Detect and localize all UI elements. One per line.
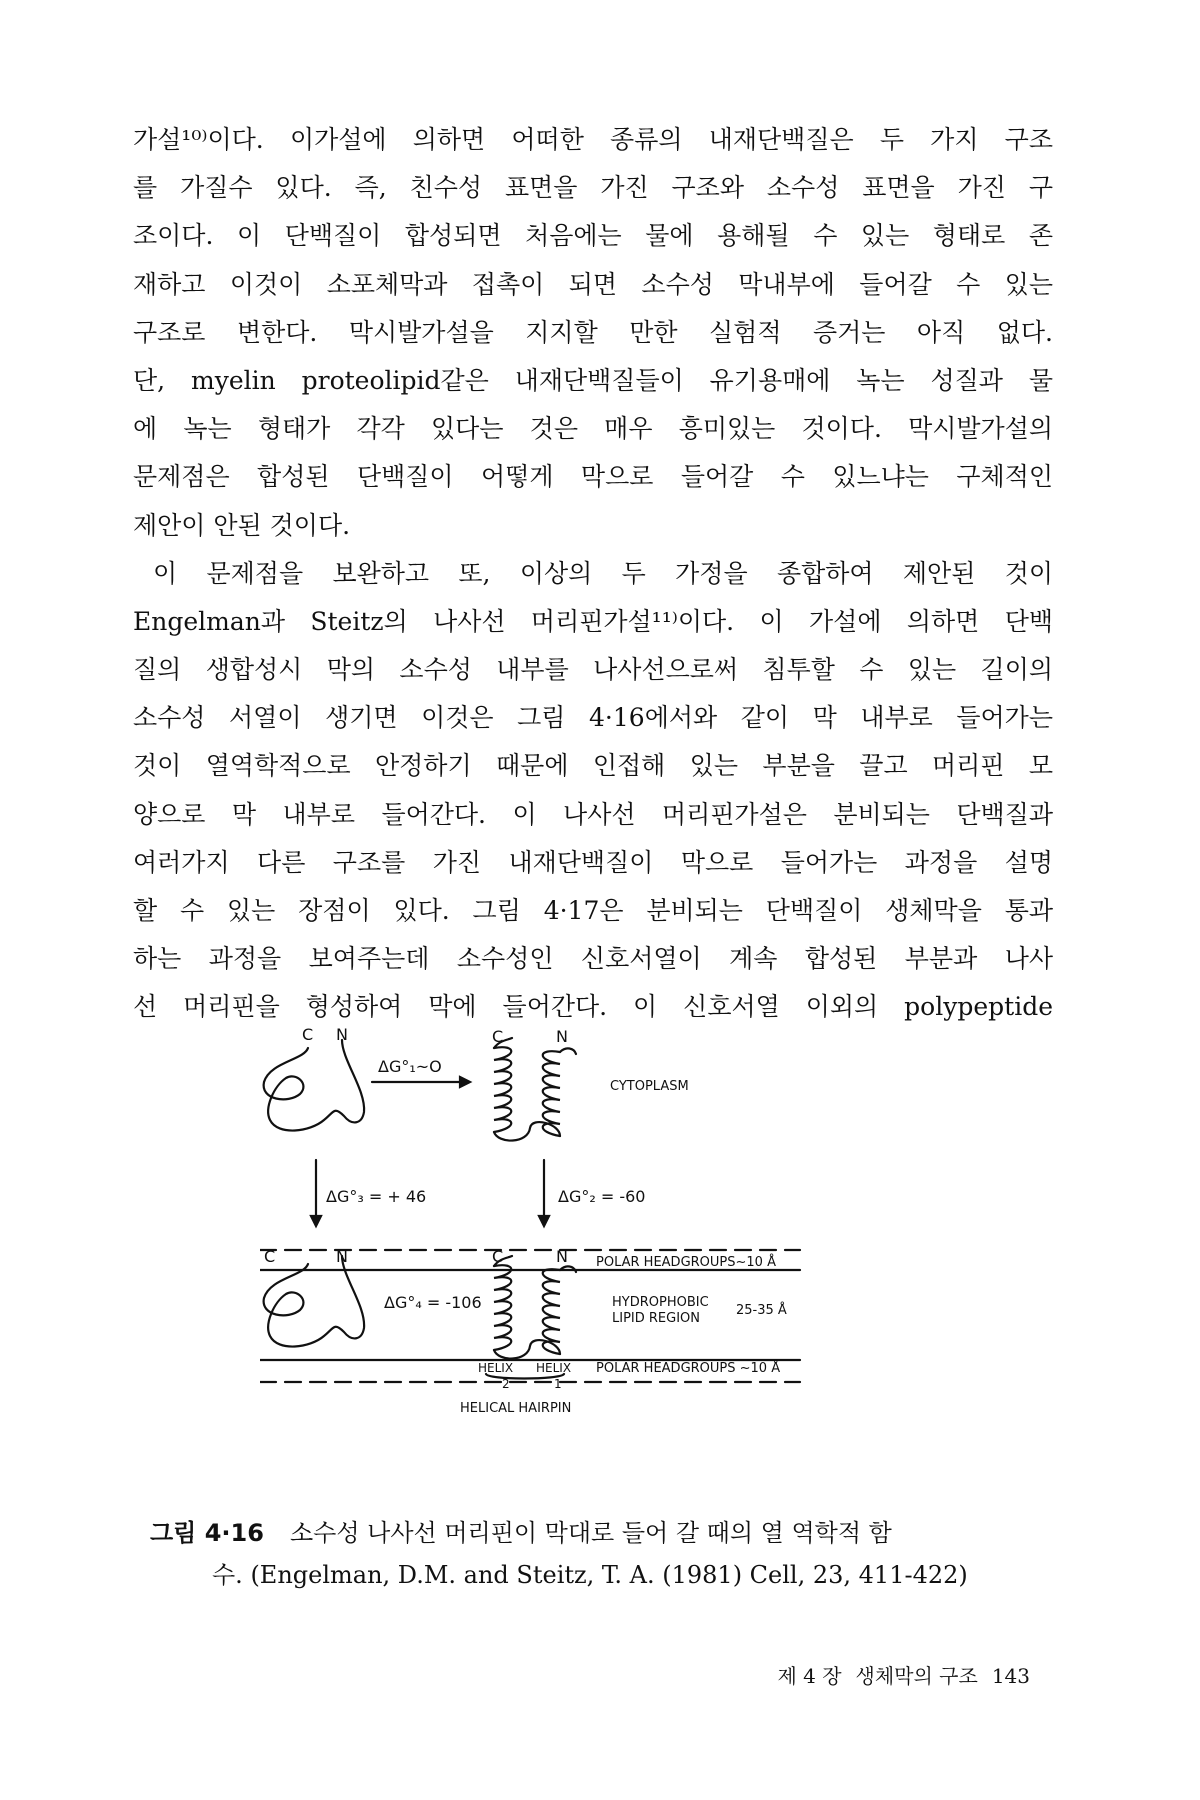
body-text — [133, 116, 1053, 1032]
helix-top-n-tail — [560, 1048, 576, 1054]
caption-line-2: 수. (Engelman, D.M. and Steitz, T. A. (1981) Cell, 23, 411-422) — [212, 1561, 968, 1589]
arrow-top-head — [460, 1077, 470, 1087]
body-line: 에 녹는 형태가 각각 있다는 것은 매우 흥미있는 것이다. 막시발가설의 — [133, 414, 1053, 444]
label-dg4: ΔG°₄ = -106 — [384, 1293, 482, 1312]
label-helix-number-1: 1 — [554, 1377, 562, 1391]
label-n-helix-top: N — [556, 1027, 568, 1046]
page-number: 143 — [991, 1664, 1030, 1688]
body-line: 질의 생합성시 막의 소수성 내부를 나사선으로써 침투할 수 있는 길이의 — [133, 655, 1053, 685]
caption-text-1: 소수성 나사선 머리핀이 막대로 들어 갈 때의 열 역학적 함 — [289, 1519, 892, 1547]
label-polar-top: POLAR HEADGROUPS~10 Å — [596, 1255, 776, 1270]
label-helix-2: HELIX — [478, 1361, 514, 1375]
label-helical-hairpin: HELICAL HAIRPIN — [460, 1401, 572, 1416]
label-dg2: ΔG°₂ = -60 — [558, 1187, 646, 1206]
body-line: 조이다. 이 단백질이 합성되면 처음에는 물에 용해될 수 있는 형태로 존 — [133, 221, 1053, 251]
label-dg3: ΔG°₃ = + 46 — [326, 1187, 427, 1206]
body-line: 할 수 있는 장점이 있다. 그림 4·17은 분비되는 단백질이 생체막을 통과 — [133, 896, 1053, 925]
arrow-right-head — [539, 1216, 549, 1226]
body-line: 가설¹⁰⁾이다. 이가설에 의하면 어떠한 종류의 내재단백질은 두 가지 구조 — [133, 125, 1053, 154]
label-helix-1: HELIX — [536, 1361, 572, 1375]
body-line: 여러가지 다른 구조를 가진 내재단백질이 막으로 들어가는 과정을 설명 — [133, 847, 1053, 877]
hairpin-loop-top — [494, 1122, 560, 1140]
body-line: 선 머리핀을 형성하여 막에 들어간다. 이 신호서열 이외의 polypeptide — [133, 992, 1053, 1022]
footer-title: 생체막의 구조 — [855, 1664, 978, 1688]
unfolded-chain-top — [264, 1040, 365, 1131]
caption-line-1 — [150, 1512, 1030, 1554]
body-line: 양으로 막 내부로 들어간다. 이 나사선 머리핀가설은 분비되는 단백질과 — [133, 799, 1053, 829]
body-line: 제안이 안된 것이다. — [133, 510, 351, 540]
helix-bottom-2 — [494, 1265, 511, 1350]
body-line: 를 가질수 있다. 즉, 친수성 표면을 가진 구조와 소수성 표면을 가진 구 — [133, 173, 1053, 203]
figure-helical-hairpin — [260, 1020, 960, 1490]
label-c-top: C — [302, 1025, 314, 1044]
label-helix-number-2: 2 — [502, 1377, 510, 1391]
label-dg1: ΔG°₁~O — [378, 1057, 442, 1076]
label-n-top: N — [336, 1025, 348, 1044]
hairpin-loop-bottom — [494, 1340, 560, 1358]
label-hydrophobic-2: LIPID REGION — [612, 1311, 701, 1326]
body-line: Engelman과 Steitz의 나사선 머리핀가설¹¹⁾이다. 이 가설에 의하면 단백 — [133, 606, 1053, 636]
body-line: 것이 열역학적으로 안정하기 때문에 인접해 있는 부분을 끌고 머리핀 모 — [133, 751, 1053, 781]
body-line: 이 문제점을 보완하고 또, 이상의 두 가정을 종합하여 제안된 것이 — [153, 558, 1053, 588]
label-cytoplasm: CYTOPLASM — [610, 1079, 689, 1094]
figure-diagram — [260, 1020, 960, 1490]
label-hydrophobic-1: HYDROPHOBIC — [612, 1295, 709, 1310]
helix-top-2 — [494, 1047, 511, 1132]
body-line: 문제점은 합성된 단백질이 어떻게 막으로 들어갈 수 있느냐는 구체적인 — [133, 462, 1053, 492]
label-n-bottom: N — [336, 1247, 348, 1266]
label-polar-bottom: POLAR HEADGROUPS ~10 Å — [596, 1361, 781, 1376]
body-line: 재하고 이것이 소포체막과 접촉이 되면 소수성 막내부에 들어갈 수 있는 — [133, 269, 1053, 299]
label-c-helix-top: C — [492, 1027, 504, 1046]
body-line: 소수성 서열이 생기면 이것은 그림 4·16에서와 같이 막 내부로 들어가는 — [133, 703, 1053, 733]
label-c-bottom: C — [264, 1247, 276, 1266]
caption-label: 그림 4·16 — [150, 1519, 264, 1547]
figure-caption — [150, 1512, 1030, 1596]
body-line: 단, myelin proteolipid같은 내재단백질들이 유기용매에 녹는 성질과 물 — [133, 365, 1053, 395]
page-footer — [700, 1660, 1030, 1689]
arrow-left-head — [311, 1216, 321, 1226]
body-line: 하는 과정을 보여주는데 소수성인 신호서열이 계속 합성된 부분과 나사 — [133, 944, 1053, 974]
footer-chapter: 제 4 장 — [777, 1664, 842, 1688]
label-c-helix-bottom: C — [492, 1247, 504, 1266]
body-line: 구조로 변한다. 막시발가설을 지지할 만한 실험적 증거는 아직 없다. — [133, 317, 1053, 347]
label-n-helix-bottom: N — [556, 1247, 568, 1266]
label-hydrophobic-size: 25-35 Å — [736, 1303, 787, 1318]
